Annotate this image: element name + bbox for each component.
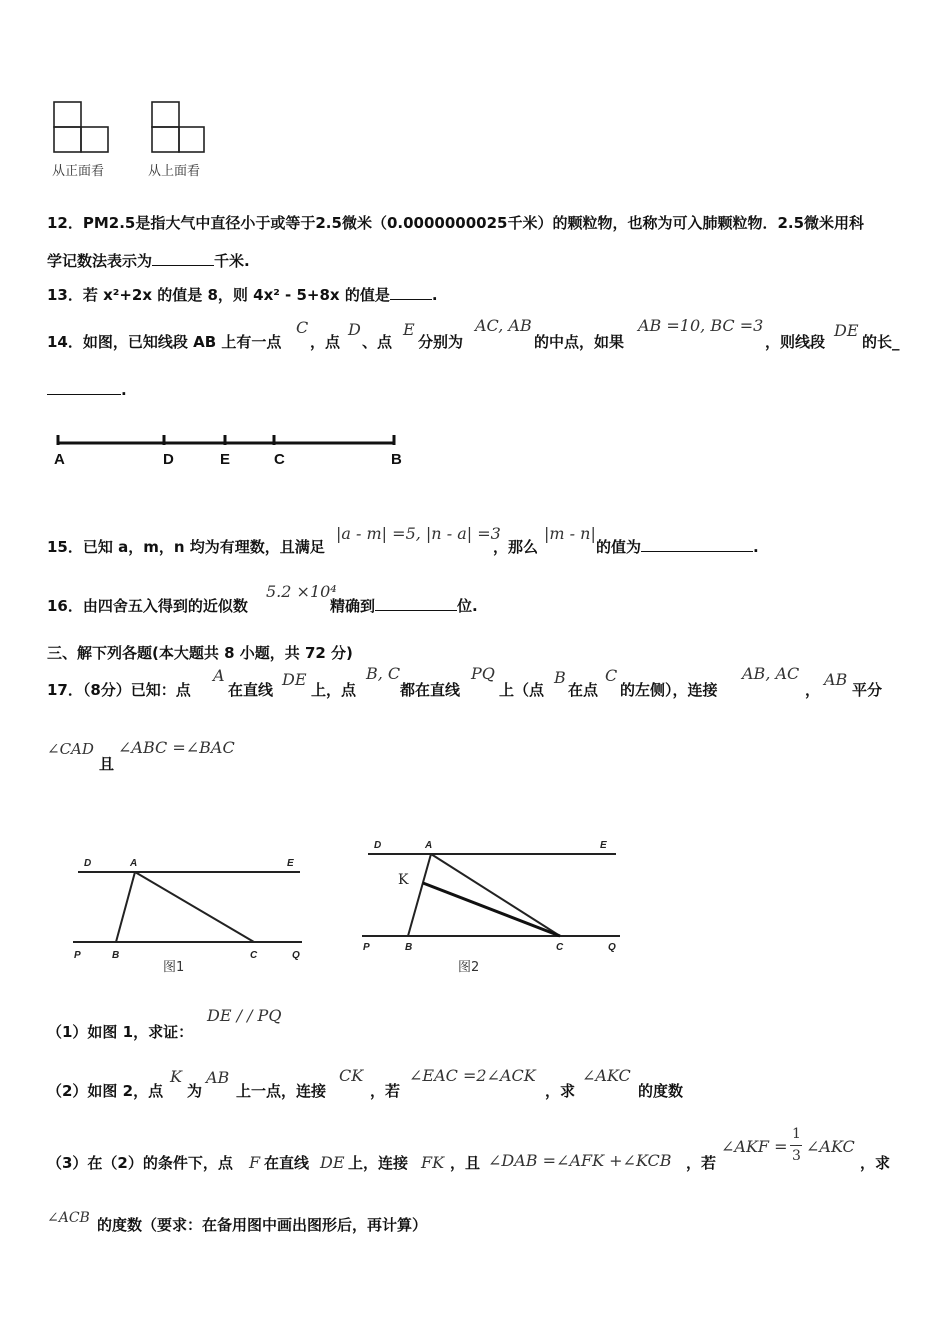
figure-1-caption: 图1 [163, 960, 185, 975]
q17-m6: C [605, 666, 618, 685]
top-view-figure [150, 100, 210, 156]
fig2-label-b: B [405, 942, 413, 953]
q17-m9: ∠CAD [47, 740, 94, 758]
fig1-label-b: B [112, 950, 120, 961]
q12-line1: 12．PM2.5是指大气中直径小于或等于2.5微米（0.0000000025千米）的颗粒物，也称为可入肺颗粒物．2.5微米用科 [47, 214, 865, 232]
q14-p2: ，点 [310, 333, 341, 351]
q14-p4: 分别为 [418, 333, 464, 351]
segment-label-d: D [163, 451, 174, 468]
q17-p9: 平分 [852, 681, 883, 699]
fig1-label-e: E [287, 858, 294, 869]
q17-m2: DE [282, 670, 307, 689]
sub2-p2: 为 [187, 1082, 203, 1100]
sub2-m2: AB [206, 1068, 230, 1087]
fig2-label-p: P [363, 942, 370, 953]
sub3-p2: 在直线 [264, 1154, 310, 1172]
fig1-label-a: A [130, 858, 138, 869]
section3-heading: 三、解下列各题(本大题共 8 小题，共 72 分) [47, 644, 353, 662]
q17-m1: A [213, 666, 225, 685]
q14-m6: DE [834, 321, 859, 340]
fig1-label-d: D [84, 858, 92, 869]
sub3-p7: 的度数（要求：在备用图中画出图形后，再计算） [97, 1216, 428, 1234]
sub2-m3: CK [339, 1066, 364, 1085]
q14-p6: ，则线段 [765, 333, 826, 351]
fig2-label-c: C [556, 942, 564, 953]
top-view-caption: 从上面看 [148, 164, 201, 179]
sub1-p1: （1）如图 1，求证： [47, 1023, 194, 1041]
q17-m3: B, C [366, 664, 401, 683]
sub2-p5: ，求 [545, 1082, 576, 1100]
sub3-m3: FK [421, 1153, 445, 1172]
segment-label-a: A [54, 451, 65, 468]
q14-m5: AB =10, BC =3 [638, 316, 764, 335]
q17-p2: 在直线 [228, 681, 274, 699]
sub1-m1: DE / / PQ [207, 1006, 282, 1025]
q14-p5: 的中点，如果 [534, 333, 625, 351]
sub2-m4: ∠EAC =2∠ACK [409, 1066, 536, 1085]
front-view-figure [52, 100, 112, 156]
q15-m1: |a - m| =5, |n - a| =3 [336, 524, 501, 543]
fig2-label-a: A [425, 840, 433, 851]
q17-m10: ∠ABC =∠BAC [118, 738, 235, 757]
q17-m7: AB, AC [742, 664, 800, 683]
segment-label-c: C [274, 451, 285, 468]
front-view-caption: 从正面看 [52, 164, 105, 179]
q17-p7: 的左侧），连接 [620, 681, 718, 699]
sub3-m2: DE [320, 1153, 345, 1172]
q17-p10: 且 [99, 755, 115, 773]
q17-p3: 上，点 [311, 681, 357, 699]
q17-m4: PQ [471, 664, 495, 683]
q17-p8: ， [805, 681, 821, 699]
q17-m8: AB [824, 670, 848, 689]
sub2-m1: K [170, 1067, 182, 1086]
segment-label-e: E [220, 451, 231, 468]
q14-p1: 14．如图，已知线段 AB 上有一点 [47, 333, 282, 351]
q15-m2: |m - n| [544, 524, 596, 543]
sub3-p6: ，求 [860, 1154, 891, 1172]
figure-1 [70, 850, 310, 965]
sub2-p1: （2）如图 2，点 [47, 1082, 164, 1100]
q17-p5: 上（点 [499, 681, 545, 699]
q14-m2: D [348, 320, 361, 339]
sub3-p4: ，且 [450, 1154, 481, 1172]
q16-p1: 16．由四舍五入得到的近似数 [47, 597, 248, 615]
q14-m1: C [296, 318, 309, 337]
q16-p2: 精确到 位. [330, 597, 478, 615]
sub2-p6: 的度数 [638, 1082, 684, 1100]
sub3-m5b: ∠AKC [806, 1137, 855, 1156]
q12-line2: 学记数法表示为 千米. [47, 252, 250, 270]
sub3-frac-den: 3 [792, 1148, 801, 1164]
sub2-p3: 上一点，连接 [236, 1082, 327, 1100]
figure-2-caption: 图2 [458, 960, 480, 975]
fig2-label-q: Q [608, 942, 616, 953]
q15-p1: 15．已知 a，m，n 均为有理数，且满足 [47, 538, 325, 556]
segment-label-b: B [391, 451, 402, 468]
sub3-m1: F [249, 1153, 261, 1172]
sub3-frac-bar [790, 1145, 802, 1146]
q16-m1: 5.2 ×10⁴ [266, 582, 337, 601]
q15-p3: 的值为 . [596, 538, 759, 556]
sub3-m6: ∠ACB [47, 1210, 90, 1226]
fig2-label-k: K [398, 872, 409, 888]
sub3-frac-num: 1 [792, 1126, 801, 1142]
q14-m3: E [403, 320, 415, 339]
sub3-p1: （3）在（2）的条件下，点 [47, 1154, 233, 1172]
q14-p7: 的长_ [862, 333, 900, 351]
fig2-label-e: E [600, 840, 607, 851]
q17-p1: 17．（8分）已知：点 [47, 681, 191, 699]
q17-p4: 都在直线 [400, 681, 461, 699]
q17-m5: B [554, 668, 566, 687]
fig1-label-c: C [250, 950, 258, 961]
q13-question: 13．若 x²+2x 的值是 8，则 4x² - 5+8x 的值是 . [47, 286, 438, 304]
sub2-p4: ，若 [370, 1082, 401, 1100]
fig1-label-p: P [74, 950, 81, 961]
q17-p6: 在点 [568, 681, 599, 699]
sub3-m5a: ∠AKF = [721, 1137, 788, 1156]
fig2-label-d: D [374, 840, 382, 851]
sub3-m4: ∠DAB =∠AFK +∠KCB [488, 1151, 672, 1170]
q14-p3: 、点 [362, 333, 393, 351]
figure-2 [360, 834, 625, 959]
fig1-label-q: Q [292, 950, 300, 961]
q14-m4: AC, AB [475, 316, 532, 335]
sub3-p5: ，若 [686, 1154, 717, 1172]
sub2-m5: ∠AKC [582, 1066, 631, 1085]
q15-p2: ，那么 [493, 538, 539, 556]
q14-blank: . [47, 380, 127, 399]
sub3-p3: 上，连接 [348, 1154, 409, 1172]
